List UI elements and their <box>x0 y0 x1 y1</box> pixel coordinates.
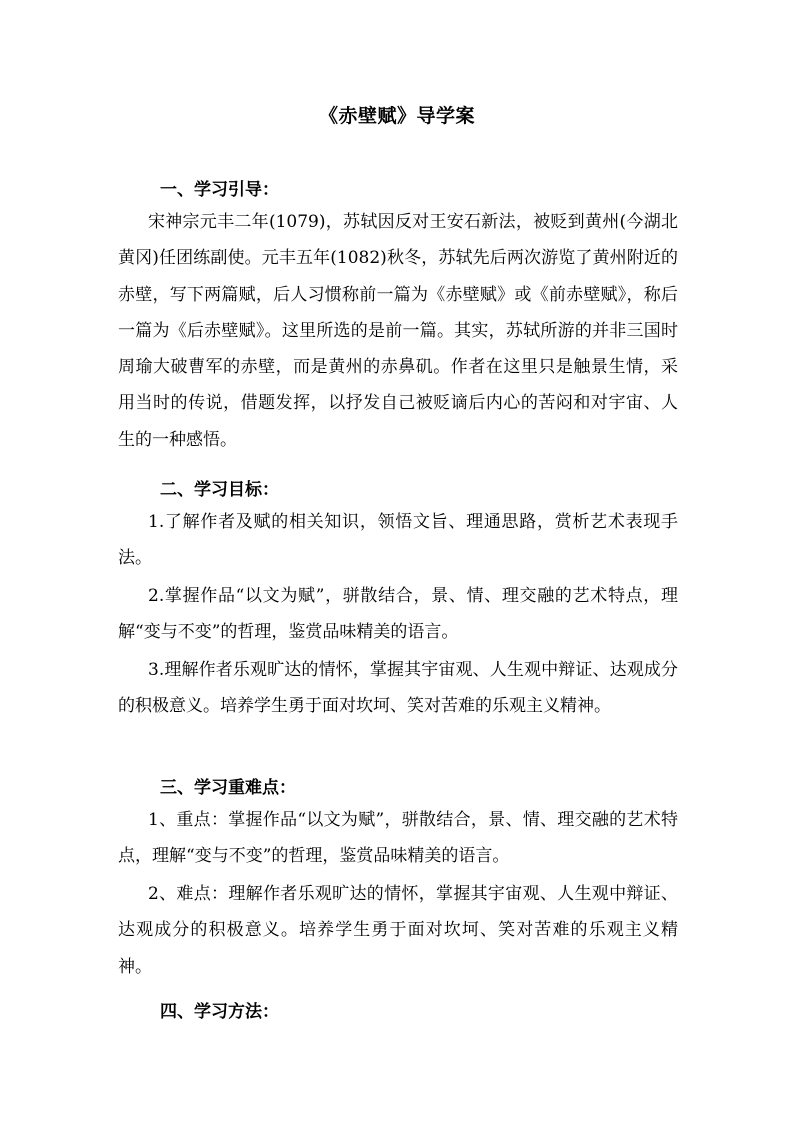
paragraph-objective-3: 3.理解作者乐观旷达的情怀，掌握其宇宙观、人生观中辩证、达观成分的积极意义。培养学生勇于面对坎坷、笑对苦难的乐观主义精神。 <box>118 660 678 717</box>
paragraph-objective-1: 1.了解作者及赋的相关知识，领悟文旨、理通思路，赏析艺术表现手法。 <box>118 512 678 569</box>
section-heading-key-points: 三、学习重难点： <box>160 778 296 798</box>
section-heading-guide: 一、学习引导： <box>160 180 279 200</box>
paragraph-difficult-point: 2、难点：理解作者乐观旷达的情怀，掌握其宇宙观、人生观中辩证、达观成分的积极意义。培养学生勇于面对坎坷、笑对苦难的乐观主义精神。 <box>118 884 678 977</box>
paragraph-guide: 宋神宗元丰二年(1079)，苏轼因反对王安石新法，被贬到黄州(今湖北黄冈)任团练副使。元丰五年(1082)秋冬，苏轼先后两次游览了黄州附近的赤壁，写下两篇赋，后人习惯称前一篇为《赤壁赋》或《前赤壁赋》，称后一篇为《后赤壁赋》。这里所选的是前一篇。其实，苏轼所游的并非三国时周瑜大破曹军的赤壁，而是黄州的赤鼻矶。作者在这里只是触景生情，采用当时的传说，借题发挥，以抒发自己被贬谪后内心的苦闷和对宇宙、人生的一种感悟。 <box>118 212 678 450</box>
paragraph-objective-2: 2.掌握作品“以文为赋”，骈散结合，景、情、理交融的艺术特点，理解“变与不变”的哲理，鉴赏品味精美的语言。 <box>118 586 678 643</box>
paragraph-key-point: 1、重点：掌握作品“以文为赋”，骈散结合，景、情、理交融的艺术特点，理解“变与不变”的哲理，鉴赏品味精美的语言。 <box>118 810 678 867</box>
section-heading-objectives: 二、学习目标： <box>160 480 279 500</box>
section-heading-methods: 四、学习方法： <box>160 1002 279 1022</box>
document-title: 《赤壁赋》导学案 <box>318 105 475 127</box>
